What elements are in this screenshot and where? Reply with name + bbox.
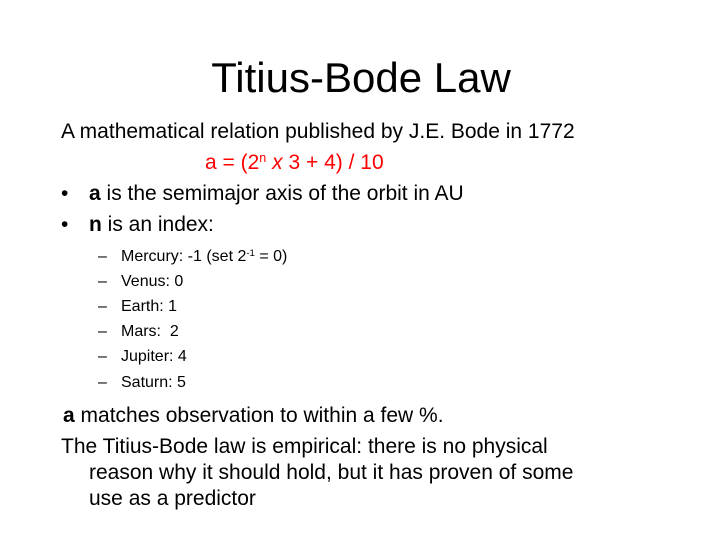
bullet-icon: • — [61, 182, 69, 205]
observation-term: a — [63, 404, 75, 427]
planet-text: Venus: 0 — [121, 273, 184, 290]
dash-icon: – — [98, 374, 107, 391]
dash-icon: – — [98, 323, 107, 340]
formula — [205, 150, 384, 176]
planet-text: Jupiter: 4 — [121, 348, 187, 365]
planet-exponent: -1 — [246, 247, 255, 259]
dash-icon: – — [98, 273, 107, 290]
bullet-icon: • — [61, 213, 69, 236]
dash-icon: – — [98, 348, 107, 365]
empirical-line: reason why it should hold, but it has proven of some — [89, 461, 574, 484]
slide-title: Titius-Bode Law — [211, 54, 511, 101]
planet-text: Saturn: 5 — [121, 374, 186, 391]
bullet-term: n — [89, 213, 102, 236]
planet-text: Earth: 1 — [121, 298, 178, 315]
bullet-text — [89, 212, 214, 238]
dash-icon: – — [98, 248, 107, 265]
bullet-text — [89, 181, 464, 207]
observation-description: matches observation to within a few %. — [74, 404, 444, 427]
bullet-description: is the semimajor axis of the orbit in AU — [100, 182, 464, 205]
formula-prefix: a = (2 — [205, 151, 260, 174]
observation-text — [63, 403, 444, 429]
empirical-line: use as a predictor — [89, 487, 256, 510]
formula-suffix: 3 + 4) / 10 — [282, 151, 384, 174]
planet-text — [121, 247, 287, 267]
planet-suffix: = 0) — [254, 248, 288, 265]
empirical-line: The Titius-Bode law is empirical: there is no physical — [61, 435, 548, 458]
bullet-term: a — [89, 182, 101, 205]
bullet-description: is an index: — [101, 213, 214, 236]
planet-label: Mercury: -1 (set 2 — [121, 248, 247, 265]
formula-exponent: n — [259, 151, 267, 166]
planet-text: Mars: 2 — [121, 323, 179, 340]
dash-icon: – — [98, 298, 107, 315]
formula-times: x — [266, 151, 283, 174]
intro-text: A mathematical relation published by J.E. Bode in 1772 — [61, 120, 575, 143]
